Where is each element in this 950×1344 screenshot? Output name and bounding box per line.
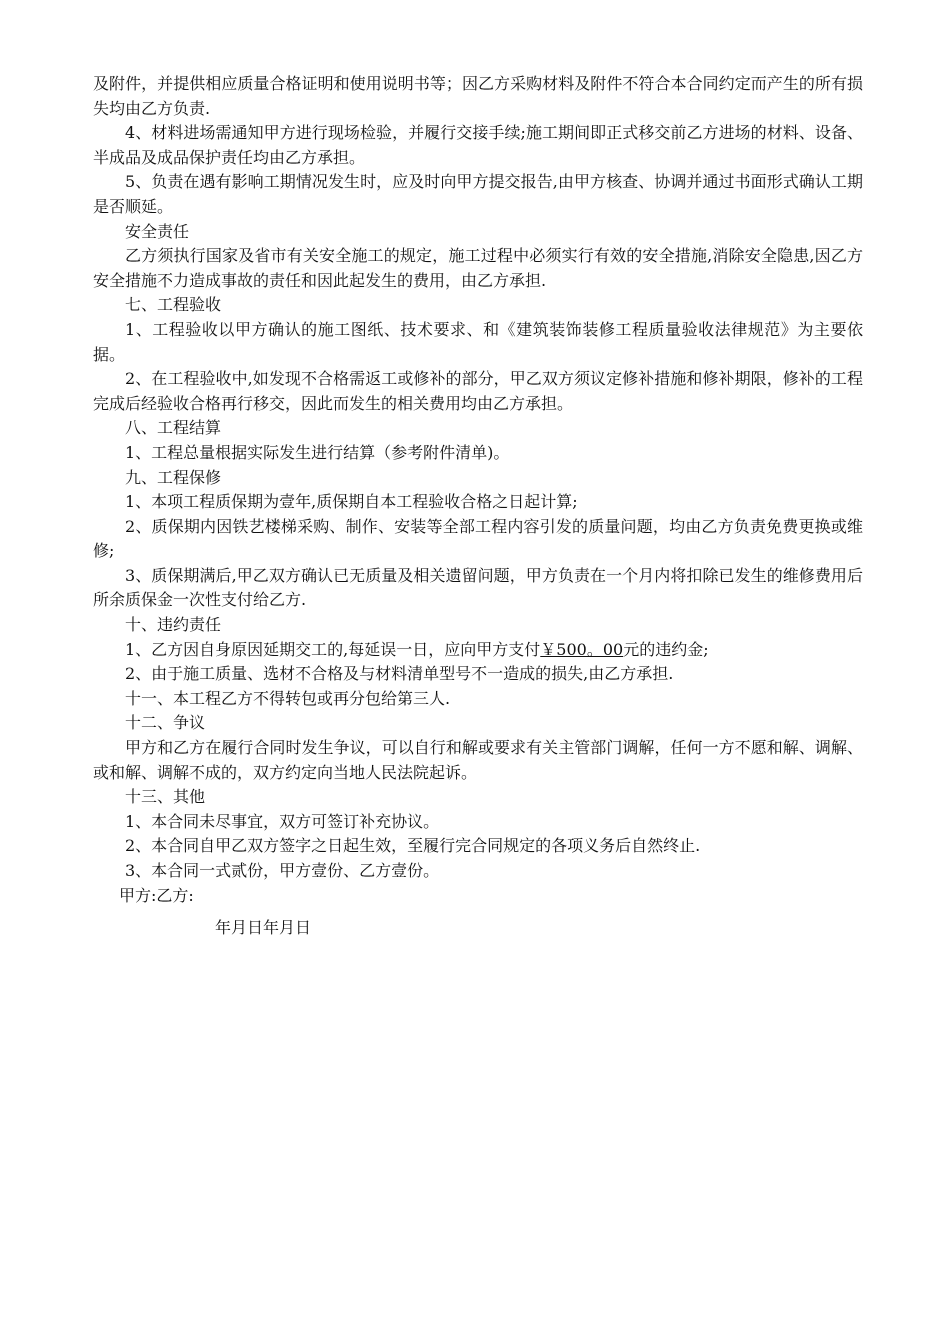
paragraph-7-1: 1、工程验收以甲方确认的施工图纸、技术要求、和《建筑装饰装修工程质量验收法律规范》为主要依据。 xyxy=(93,319,863,364)
paragraph-12: 甲方和乙方在履行合同时发生争议，可以自行和解或要求有关主管部门调解，任何一方不愿和解、调解、或和解、调解不成的，双方约定向当地人民法院起诉。 xyxy=(93,738,863,782)
paragraph-materials-quality: 及附件，并提供相应质量合格证明和使用说明书等；因乙方采购材料及附件不符合本合同约定而产生的所有损失均由乙方负责. xyxy=(93,74,863,118)
paragraph-10-1-text: 1、乙方因自身原因延期交工的,每延误一日，应向甲方支付 xyxy=(125,639,541,659)
paragraph-10-2: 2、由于施工质量、选材不合格及与材料清单型号不一造成的损失,由乙方承担. xyxy=(125,664,674,684)
paragraph-9-2: 2、质保期内因铁艺楼梯采购、制作、安装等全部工程内容引发的质量问题，均由乙方负责免费更换或维修; xyxy=(93,516,863,561)
paragraph-8-1: 1、工程总量根据实际发生进行结算（参考附件清单)。 xyxy=(125,442,510,462)
heading-section-11: 十一、本工程乙方不得转包或再分包给第三人. xyxy=(125,688,451,708)
heading-safety: 安全责任 xyxy=(125,221,190,241)
contract-page xyxy=(93,72,863,941)
paragraph-10-1-suffix: 元的违约金; xyxy=(623,639,709,659)
signature-parties: 甲方:乙方: xyxy=(119,885,194,905)
heading-section-12: 十二、争议 xyxy=(125,713,206,733)
paragraph-9-1: 1、本项工程质保期为壹年,质保期自本工程验收合格之日起计算; xyxy=(125,492,578,512)
signature-dates: 年月日年月日 xyxy=(215,918,312,938)
paragraph-safety: 乙方须执行国家及省市有关安全施工的规定，施工过程中必须实行有效的安全措施,消除安全隐患,因乙方安全措施不力造成事故的责任和因此起发生的费用，由乙方承担. xyxy=(93,246,863,290)
heading-section-9: 九、工程保修 xyxy=(125,467,222,487)
paragraph-7-2: 2、在工程验收中,如发现不合格需返工或修补的部分，甲乙双方须议定修补措施和修补期限，修补的工程完成后经验收合格再行移交，因此而发生的相关费用均由乙方承担。 xyxy=(93,369,863,413)
heading-section-7: 七、工程验收 xyxy=(125,295,222,315)
paragraph-13-3: 3、本合同一式贰份，甲方壹份、乙方壹份。 xyxy=(125,861,440,880)
heading-section-13: 十三、其他 xyxy=(125,787,206,807)
heading-section-10: 十、违约责任 xyxy=(125,615,222,635)
paragraph-clause-5: 5、负责在遇有影响工期情况发生时，应及时向甲方提交报告,由甲方核查、协调并通过书面形式确认工期是否顺延。 xyxy=(93,172,863,216)
paragraph-13-1: 1、本合同未尽事宜，双方可签订补充协议。 xyxy=(125,811,440,831)
heading-section-8: 八、工程结算 xyxy=(125,418,222,438)
paragraph-9-3: 3、质保期满后,甲乙双方确认已无质量及相关遗留问题，甲方负责在一个月内将扣除已发生的维修费用后所余质保金一次性支付给乙方. xyxy=(93,565,863,610)
penalty-amount: ￥500。00 xyxy=(540,639,624,659)
paragraph-10-1 xyxy=(93,638,863,663)
paragraph-clause-4: 4、材料进场需通知甲方进行现场检验，并履行交接手续;施工期间即正式移交前乙方进场的材料、设备、半成品及成品保护责任均由乙方承担。 xyxy=(93,123,863,167)
paragraph-13-2: 2、本合同自甲乙双方签字之日起生效，至履行完合同规定的各项义务后自然终止. xyxy=(125,836,701,856)
